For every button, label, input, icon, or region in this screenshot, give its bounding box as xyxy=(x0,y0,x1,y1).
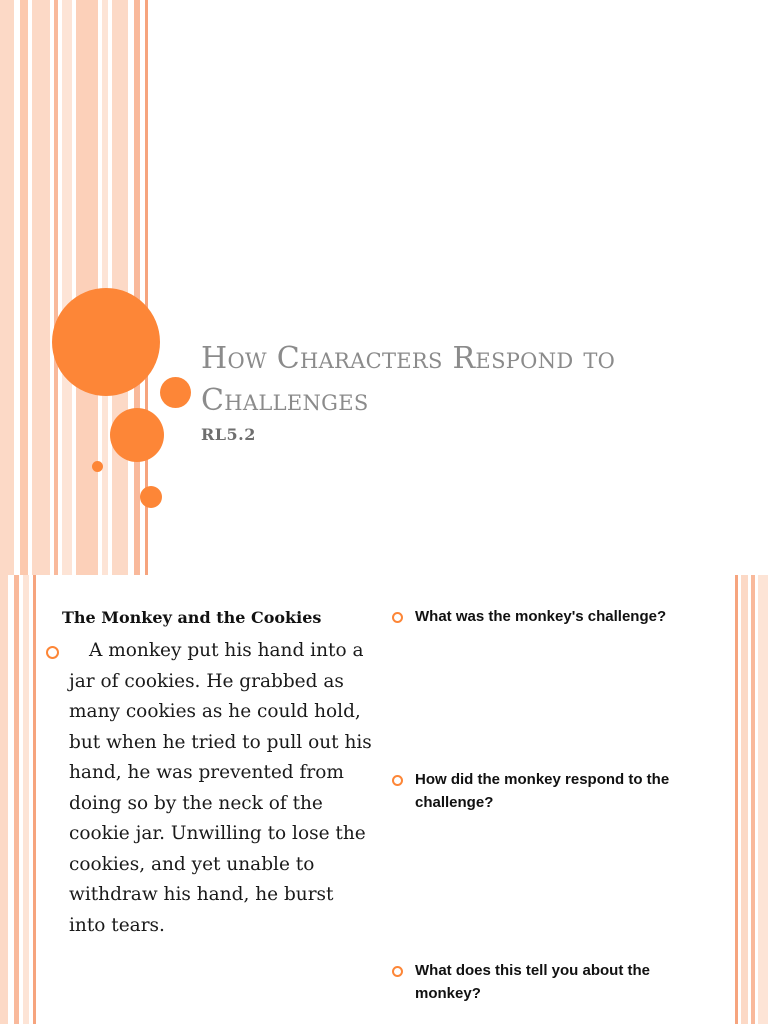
decorative-stripe xyxy=(758,575,768,1024)
slide-title: How Characters Respond to Challenges xyxy=(201,341,616,418)
decorative-stripe xyxy=(20,0,28,575)
decorative-stripe xyxy=(33,575,36,1024)
decorative-stripe xyxy=(54,0,58,575)
decorative-circle xyxy=(92,461,103,472)
decorative-stripe xyxy=(134,0,140,575)
decorative-stripe xyxy=(751,575,755,1024)
story-paragraph: A monkey put his hand into a jar of cookies. He grabbed as many cookies as he could hold, but when he tried to pull out his hand, he was prevented from doing so by the neck of the cookie jar. Unwilling to lose the cookies, and yet unable to withdraw his hand, he burst into tears. xyxy=(69,640,372,936)
bullet-icon xyxy=(392,966,403,977)
question-meaning: What does this tell you about the monkey? xyxy=(415,962,651,1002)
decorative-stripe xyxy=(0,575,8,1024)
story-slide xyxy=(0,575,768,1024)
bullet-icon xyxy=(392,612,403,623)
decorative-circle xyxy=(160,377,191,408)
decorative-stripe xyxy=(112,0,128,575)
bullet-icon xyxy=(46,646,59,659)
decorative-stripe xyxy=(741,575,748,1024)
question-response: How did the monkey respond to the challenge? xyxy=(415,771,670,811)
decorative-stripe xyxy=(62,0,72,575)
decorative-circle xyxy=(52,288,160,396)
decorative-circle xyxy=(140,486,162,508)
decorative-stripe xyxy=(23,575,29,1024)
story-heading: The Monkey and the Cookies xyxy=(62,608,322,627)
slide-subtitle: RL5.2 xyxy=(201,425,256,444)
decorative-circle xyxy=(110,408,164,462)
decorative-stripe xyxy=(735,575,738,1024)
decorative-stripe xyxy=(0,0,14,575)
question-challenge: What was the monkey's challenge? xyxy=(415,608,667,625)
decorative-stripe xyxy=(76,0,98,575)
decorative-stripe xyxy=(32,0,50,575)
decorative-stripe xyxy=(14,575,19,1024)
bullet-icon xyxy=(392,775,403,786)
story-text xyxy=(69,636,375,941)
